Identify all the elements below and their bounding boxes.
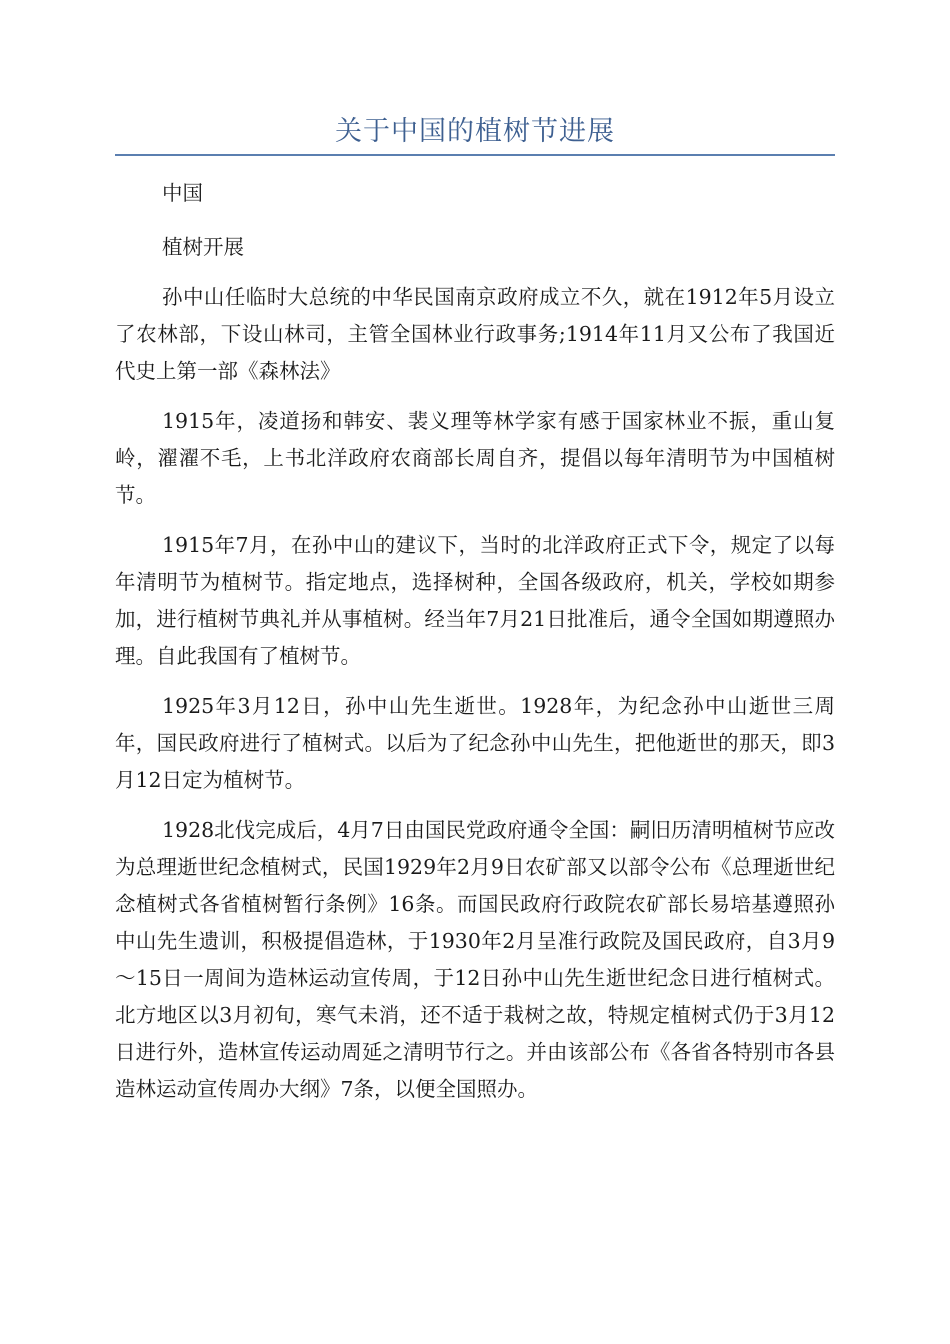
paragraph: 1915年，凌道扬和韩安、裴义理等林学家有感于国家林业不振，重山复岭，濯濯不毛，上书北洋政府农商部长周自齐，提倡以每年清明节为中国植树节。 xyxy=(115,409,835,507)
paragraph: 1928北伐完成后，4月7日由国民党政府通令全国：嗣旧历清明植树节应改为总理逝世纪念植树式，民国1929年2月9日农矿部又以部令公布《总理逝世纪念植树式各省植树暂行条例》16条。而国民政府行政院农矿部长易培基遵照孙中山先生遗训，积极提倡造林，于1930年2月呈准行政院及国民政府，自3月9～15日一周间为造林运动宣传周，于12日孙中山先生逝世纪念日进行植树式。北方地区以3月初旬，寒气未消，还不适于栽树之故，特规定植树式仍于3月12日进行外，造林宣传运动周延之清明节行之。并由该部公布《各省各特别市各县造林运动宣传周办大纲》7条，以便全国照办。 xyxy=(115,818,835,1101)
paragraph: 1925年3月12日，孙中山先生逝世。1928年，为纪念孙中山逝世三周年，国民政府进行了植树式。以后为了纪念孙中山先生，把他逝世的那天，即3月12日定为植树节。 xyxy=(115,694,835,792)
document-body xyxy=(115,175,835,1121)
paragraph: 孙中山任临时大总统的中华民国南京政府成立不久，就在1912年5月设立了农林部，下设山林司，主管全国林业行政事务;1914年11月又公布了我国近代史上第一部《森林法》 xyxy=(115,285,835,383)
page-title: 关于中国的植树节进展 xyxy=(335,116,615,147)
paragraph: 1915年7月，在孙中山的建议下，当时的北洋政府正式下令，规定了以每年清明节为植树节。指定地点，选择树种，全国各级政府，机关，学校如期参加，进行植树节典礼并从事植树。经当年7月21日批准后，通令全国如期遵照办理。自此我国有了植树节。 xyxy=(115,533,835,668)
title-underline xyxy=(115,154,835,156)
paragraph: 植树开展 xyxy=(162,235,244,259)
paragraph: 中国 xyxy=(162,181,203,205)
